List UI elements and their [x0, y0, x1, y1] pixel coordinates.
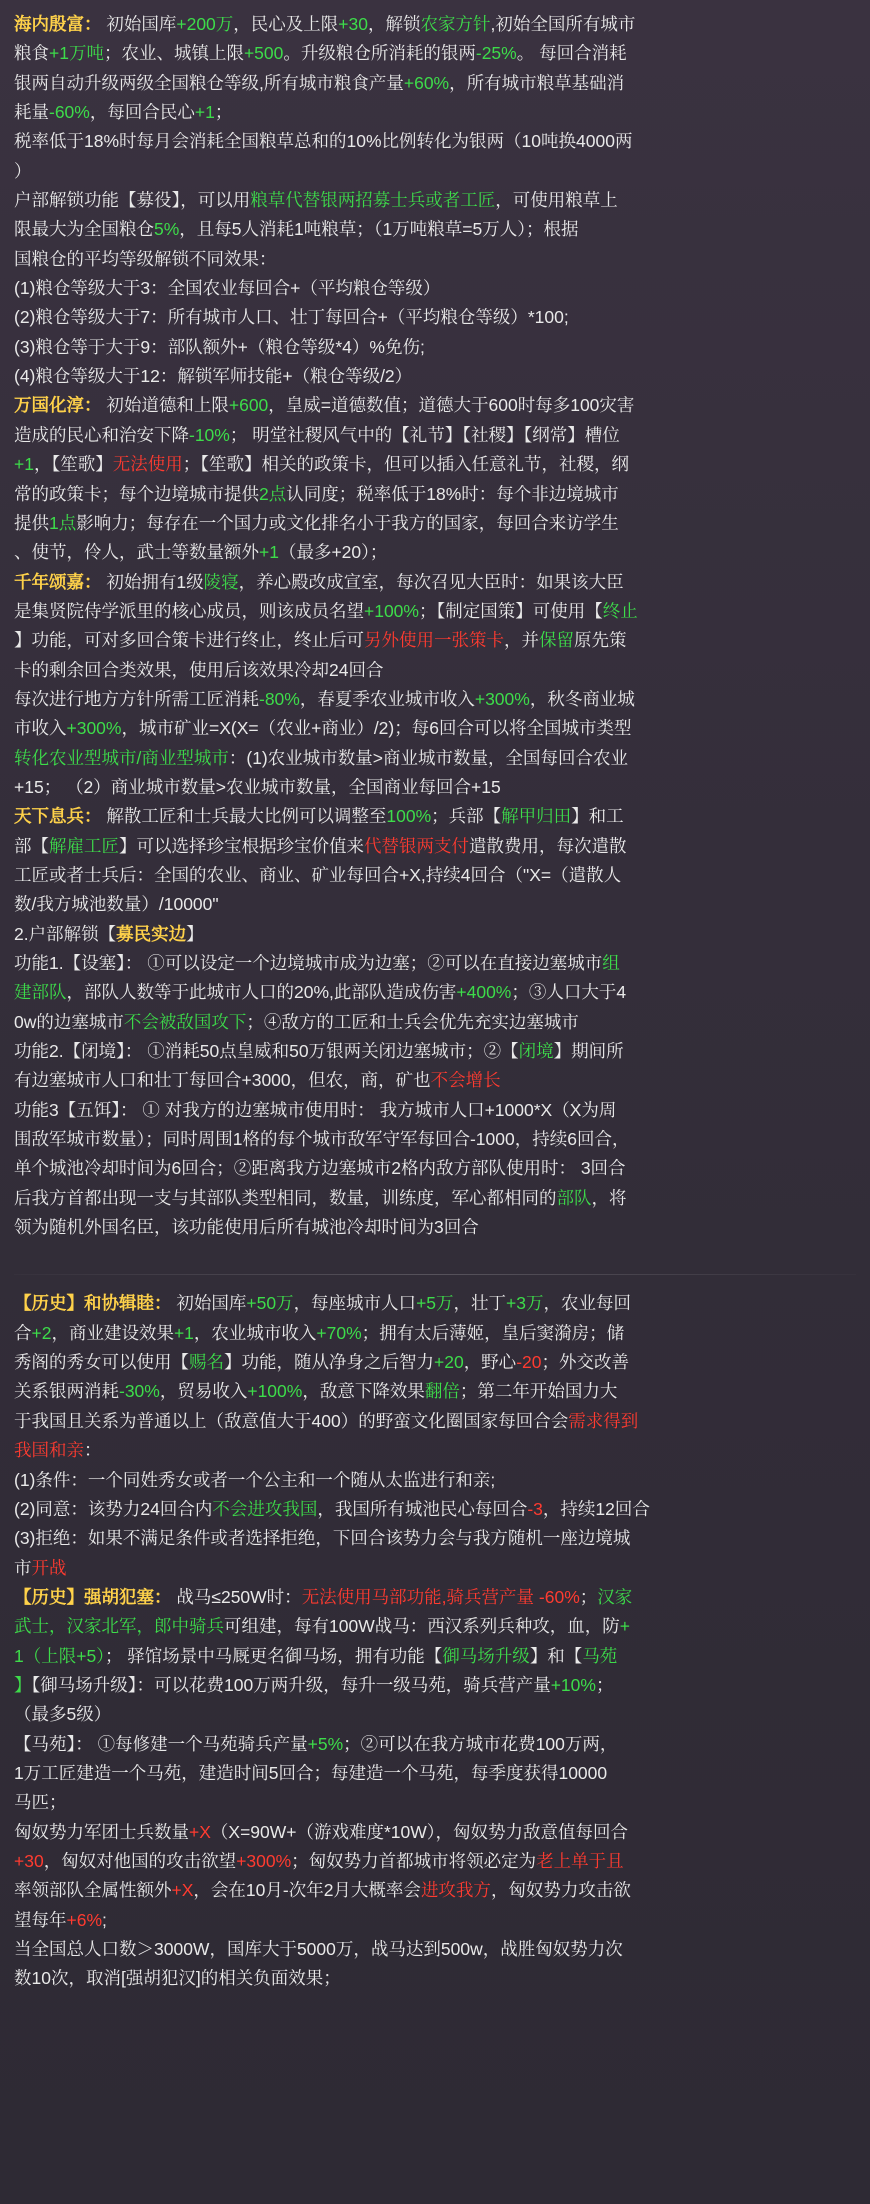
highlight-negative: 代替银两支付 — [364, 835, 469, 856]
body-text: ，会在10月-次年2月大概率会 — [193, 1880, 421, 1901]
body-text: 工匠或者士兵后：全国的农业、商业、矿业每回合+X,持续4回合（"X=（遣散人 — [14, 864, 622, 885]
paragraph-line — [14, 1319, 856, 1347]
paragraph-line — [14, 1407, 856, 1435]
body-text: 数/我方城池数量）/10000" — [14, 894, 219, 915]
paragraph-line — [14, 1583, 856, 1611]
highlight-negative: +6% — [66, 1909, 103, 1930]
highlight-positive: +300% — [66, 718, 122, 739]
body-text: 关系银两消耗 — [14, 1381, 119, 1402]
highlight-negative: +300% — [236, 1850, 292, 1871]
body-text: 当全国总人口数＞3000W，国库大于5000万，战马达到500w，战胜匈奴势力次 — [14, 1939, 623, 1959]
highlight-negative: 需求得到 — [568, 1410, 639, 1431]
paragraph-line — [14, 978, 856, 1006]
paragraph-line — [14, 949, 856, 977]
body-text: ； 驿馆场景中马厩更名御马场，拥有功能【 — [104, 1645, 443, 1666]
section-qianniansongjia — [14, 568, 856, 802]
body-text: 功能2.【闭境】： ①消耗50点皇威和50万银两关闭边塞城市；②【 — [14, 1041, 519, 1062]
body-text: ；农业、城镇上限 — [103, 43, 244, 64]
paragraph-line — [14, 1184, 856, 1212]
paragraph-line — [14, 773, 856, 801]
body-text: 望每年 — [14, 1909, 67, 1930]
body-text: 领为随机外国名臣，该功能使用后所有城池冷却时间为3回合 — [14, 1217, 479, 1238]
body-text: 是集贤院侍学派里的核心成员，则该成员名望 — [14, 600, 364, 621]
paragraph-line — [14, 1818, 856, 1846]
body-text: ； （2）商业城市数量>农业城市数量，全国商业每回合+15 — [43, 776, 501, 797]
paragraph-line — [14, 1788, 856, 1816]
highlight-positive: -80% — [259, 688, 300, 709]
highlight-positive: +100% — [364, 600, 419, 621]
highlight-positive: +300% — [474, 688, 530, 709]
body-text: 】和【 — [529, 1645, 583, 1666]
body-text: 】和工 — [571, 806, 624, 827]
body-text: ，皇威=道德数值；道德大于600时每多100灾害 — [268, 395, 635, 416]
highlight-negative: 进攻我方 — [420, 1880, 491, 1901]
paragraph-line — [14, 656, 856, 684]
highlight-positive: 不会进攻我国 — [212, 1498, 318, 1519]
body-text: 】 — [186, 923, 204, 944]
body-text: ；【笙歌】相关的政策卡，但可以插入任意礼节，社稷，纲 — [182, 454, 629, 475]
body-text: ，可使用粮草上 — [495, 190, 618, 211]
highlight-positive: 赐名 — [189, 1352, 224, 1373]
body-text: 马匹； — [14, 1792, 67, 1813]
highlight-positive: -10% — [189, 424, 230, 445]
body-text: 后我方首都出现一支与其部队类型相同，数量，训练度，军心都相同的 — [14, 1187, 557, 1208]
body-text: ；第二年开始国力大 — [459, 1381, 618, 1402]
paragraph-line — [14, 1554, 856, 1582]
body-text: 初始国库 — [101, 14, 177, 34]
body-text: 数10次，取消[强胡犯汉]的相关负面效果； — [14, 1968, 341, 1989]
body-text: 解散工匠和士兵最大比例可以调整至 — [101, 806, 387, 827]
paragraph-line — [14, 1671, 856, 1699]
body-text: 原先策 — [574, 630, 627, 651]
body-text: （最多+20）； — [278, 542, 388, 563]
body-text: ，匈奴势力攻击欲 — [490, 1880, 631, 1901]
body-text: 户部解锁功能【募役】，可以用 — [14, 190, 251, 211]
section-wanguohuachun — [14, 391, 856, 566]
paragraph-line — [14, 1524, 856, 1552]
highlight-positive: 陵寝 — [203, 571, 239, 592]
body-text: ，秋冬商业城 — [529, 688, 635, 709]
paragraph-line — [14, 1377, 856, 1405]
body-text: ，且每5人消耗1吨粮草；（1万吨粮草=5万人）；根据 — [179, 219, 579, 240]
highlight-positive: 建部队 — [14, 982, 67, 1003]
paragraph-line — [14, 1964, 856, 1992]
section-heading-text: 海内殷富： — [14, 14, 102, 34]
paragraph-line — [14, 98, 856, 126]
paragraph-line — [14, 127, 856, 155]
body-text: ，农业每回 — [543, 1293, 631, 1314]
body-text: 。升级粮仓所消耗的银两 — [283, 43, 476, 64]
paragraph-line — [14, 215, 856, 243]
body-text: +15 — [14, 776, 44, 797]
highlight-positive: 终止 — [602, 600, 638, 621]
highlight-positive: 100% — [386, 806, 432, 827]
paragraph-line — [14, 1730, 856, 1758]
paragraph-line — [14, 890, 856, 918]
paragraph-line — [14, 1759, 856, 1787]
highlight-positive: 武士，汉家北军，郎中骑兵 — [14, 1616, 224, 1637]
highlight-negative: -3 — [527, 1498, 543, 1519]
body-text: ，民心及上限 — [233, 14, 339, 34]
body-text: ，农业城市收入 — [193, 1322, 317, 1343]
paragraph-line — [14, 39, 856, 67]
paragraph-line — [14, 1096, 856, 1124]
body-text: 认同度；税率低于18%时：每个非边境城市 — [286, 483, 619, 504]
body-text: ，将 — [591, 1187, 627, 1208]
paragraph-line — [14, 1008, 856, 1036]
paragraph-line — [14, 186, 856, 214]
highlight-positive: 马苑 — [582, 1645, 618, 1666]
highlight-positive: 转化农业型城市/商业型城市 — [14, 747, 229, 768]
highlight-negative: 我国和亲 — [14, 1440, 84, 1461]
highlight-negative: 另外使用一张策卡 — [364, 630, 504, 651]
highlight-positive: +3万 — [506, 1293, 544, 1314]
highlight-positive: 组 — [602, 953, 620, 973]
paragraph-line — [14, 1906, 856, 1934]
paragraph-line — [14, 626, 856, 654]
highlight-positive: +20 — [434, 1352, 464, 1373]
body-text: 部【 — [14, 835, 49, 856]
body-text: ；④敌方的工匠和士兵会优先充实边塞城市 — [246, 1011, 579, 1032]
section-gap — [14, 1242, 856, 1256]
paragraph-line — [14, 1612, 856, 1640]
section-heading-text: 【历史】和协辑睦： — [14, 1293, 172, 1314]
highlight-negative: 开战 — [31, 1557, 67, 1578]
body-text: 有边塞城市人口和壮丁每回合+3000 — [14, 1070, 291, 1091]
body-text: (2)同意：该势力24回合内 — [14, 1498, 213, 1519]
body-text: 单个城池冷却时间为6回合；②距离我方边塞城市2格内敌方部队使用时： 3回合 — [14, 1158, 626, 1179]
body-text: ；外交改善 — [541, 1352, 629, 1373]
body-text: ，养心殿改成宣室，每次召见大臣时：如果该大臣 — [238, 571, 624, 592]
body-text: 合 — [14, 1322, 32, 1343]
body-text: （X=90W+（游戏难度*10W），匈奴势力敌意值每回合 — [210, 1821, 629, 1842]
highlight-positive: +5万 — [416, 1293, 454, 1314]
highlight-positive: +200万 — [176, 14, 234, 34]
body-text: 耗量 — [14, 102, 49, 123]
highlight-positive: 御马场升级 — [442, 1645, 530, 1666]
paragraph-line — [14, 568, 856, 596]
body-text: ，野心 — [463, 1352, 517, 1373]
body-text: 率领部队全属性额外 — [14, 1880, 172, 1901]
body-text: ，贸易收入 — [159, 1381, 248, 1402]
body-text: ： — [84, 1440, 102, 1461]
body-text: ，部队人数等于此城市人口的20%,此部队造成伤害 — [66, 982, 457, 1003]
body-text: （最多5级） — [14, 1704, 112, 1725]
paragraph-line — [14, 861, 856, 889]
body-text: ； — [579, 1586, 598, 1607]
paragraph-line — [14, 274, 856, 302]
paragraph-line — [14, 333, 856, 361]
highlight-positive: +400% — [456, 982, 512, 1003]
paragraph-line — [14, 509, 856, 537]
highlight-negative: 无法使用 — [112, 454, 183, 475]
paragraph-line — [14, 1642, 856, 1670]
highlight-positive: 农家方针 — [420, 14, 491, 34]
highlight-positive: +1 — [173, 1322, 194, 1343]
paragraph-line — [14, 1154, 856, 1182]
section-divider — [14, 1274, 856, 1275]
highlight-positive: 翻倍 — [424, 1381, 460, 1402]
body-text: ；③人口大于4 — [511, 982, 627, 1003]
highlight-positive: 不会被敌国攻下 — [123, 1011, 247, 1032]
body-text: 常的政策卡；每个边境城市提供 — [14, 483, 259, 504]
body-text: ，每回合民心 — [89, 102, 195, 123]
paragraph-line — [14, 421, 856, 449]
highlight-positive: -30% — [119, 1381, 160, 1402]
body-text: 造成的民心和治安下降 — [14, 424, 189, 445]
body-text: 提供 — [14, 512, 49, 533]
paragraph-line — [14, 69, 856, 97]
section-heading-text: 万国化淳： — [14, 395, 102, 416]
paragraph-line — [14, 802, 856, 830]
body-text: (3)粮仓等于大于9：部队额外+（粮仓等级*4）%免伤; — [14, 336, 425, 357]
body-text: ； — [214, 102, 233, 123]
paragraph-line — [14, 1935, 856, 1963]
body-text: ，并 — [504, 630, 539, 651]
highlight-positive: +5% — [307, 1733, 344, 1754]
highlight-negative: +30 — [14, 1850, 44, 1871]
body-text: ，所有城市粮草基础消 — [449, 72, 625, 93]
highlight-positive: -25% — [475, 43, 517, 64]
body-text: 税率低于18%时每月会消耗全国粮草总和的10%比例转化为银两（10吨换4000两 — [14, 131, 633, 152]
paragraph-line — [14, 362, 856, 390]
body-text: 于我国且关系为普通以上（敌意值大于400）的野蛮文化圈国家每回合会 — [14, 1410, 569, 1431]
highlight-positive: +600 — [228, 395, 269, 416]
highlight-positive: +1 — [14, 454, 34, 475]
body-text: 限最大为全国粮仓 — [14, 219, 154, 240]
body-text: 粮食 — [14, 43, 49, 64]
section-tianxiximing — [14, 802, 856, 1241]
highlight-positive: +50万 — [246, 1293, 294, 1314]
body-text: 秀阁的秀女可以使用【 — [14, 1352, 189, 1373]
body-text: (2)粮仓等级大于7：所有城市人口、壮丁每回合+（平均粮仓等级）*100; — [14, 307, 569, 328]
paragraph-line — [14, 1436, 856, 1464]
highlight-positive: 闭境 — [518, 1041, 554, 1062]
body-text: 】期间所 — [553, 1041, 624, 1062]
body-text: ；兵部【 — [431, 806, 502, 827]
body-text: 功能1.【设塞】： ①可以设定一个边境城市成为边塞；②可以在直接边塞城市 — [14, 953, 603, 973]
highlight-positive: 5% — [154, 219, 180, 240]
highlight-positive: 1点 — [49, 512, 77, 533]
body-text: ; — [102, 1909, 107, 1930]
body-text: ，但农，商，矿也 — [290, 1070, 431, 1091]
body-text: 功能3【五饵】： ① 对我方的边塞城市使用时： 我方城市人口+1000*X（X为周 — [14, 1099, 617, 1120]
section-heading-text: 天下息兵： — [14, 806, 102, 827]
body-text: 【马苑】： ①每修建一个马苑骑兵产量 — [14, 1733, 308, 1754]
paragraph-line — [14, 391, 856, 419]
body-text: (1)条件：一个同姓秀女或者一个公主和一个随从太监进行和亲; — [14, 1469, 496, 1490]
body-text: 】功能，随从净身之后智力 — [224, 1352, 434, 1373]
paragraph-line — [14, 10, 856, 38]
body-text: 1万工匠建造一个马苑，建造时间5回合；每建造一个马苑，每季度获得10000 — [14, 1762, 608, 1783]
highlight-positive: 解甲归田 — [501, 806, 572, 827]
body-text: ，每座城市人口 — [293, 1293, 417, 1314]
highlight-positive: +60% — [403, 72, 450, 93]
body-text: ；拥有太后薄姬，皇后窦漪房；储 — [361, 1322, 625, 1343]
paragraph-line — [14, 714, 856, 742]
body-text: 初始国库 — [171, 1293, 247, 1314]
body-text: 】功能，可对多回合策卡进行终止，终止后可 — [14, 630, 364, 651]
body-text: ，城市矿业=X(X=（农业+商业）/2)；每6回合可以将全国城市类型 — [121, 718, 632, 739]
highlight-negative: 不会增长 — [430, 1070, 501, 1091]
body-text: (1)粮仓等级大于3：全国农业每回合+（平均粮仓等级） — [14, 278, 441, 299]
highlight-negative: 无法使用马部功能,骑兵营产量 -60% — [301, 1586, 580, 1607]
highlight-positive: 粮草代替银两招募士兵或者工匠 — [250, 190, 496, 211]
body-text: ：(1)农业城市数量>商业城市数量，全国每回合农业 — [228, 747, 628, 768]
highlight-positive: + — [619, 1616, 630, 1637]
body-text: 卡的剩余回合类效果，使用后该效果冷却24回合 — [14, 659, 384, 680]
highlight-positive: +1 — [259, 542, 279, 563]
body-text: 。 每回合消耗 — [516, 43, 627, 64]
paragraph-line — [14, 1348, 856, 1376]
content-root — [14, 10, 856, 1993]
body-text: 每次进行地方方针所需工匠消耗 — [14, 688, 259, 709]
section-lishi-hexiejimu — [14, 1289, 856, 1992]
body-text: 影响力；每存在一个国力或文化排名小于我方的国家，每回合来访学生 — [76, 512, 619, 533]
paragraph-line — [14, 1847, 856, 1875]
highlight-negative: +X — [171, 1880, 194, 1901]
highlight-positive: 】 — [14, 1674, 32, 1695]
highlight-negative: 老上单于且 — [536, 1850, 624, 1871]
highlight-positive: -60% — [49, 102, 90, 123]
highlight-positive: +1万吨 — [49, 43, 104, 64]
body-text: ，持续12回合 — [542, 1498, 650, 1519]
paragraph-line — [14, 744, 856, 772]
body-text: 、使节，伶人，武士等数量额外 — [14, 542, 259, 563]
body-text: ，匈奴对他国的攻击欲望 — [43, 1850, 237, 1871]
body-text: ，我国所有城池民心每回合 — [317, 1498, 528, 1519]
section-heading-text: 千年颂嘉： — [14, 571, 102, 592]
paragraph-line — [14, 157, 856, 185]
paragraph-line — [14, 1125, 856, 1153]
highlight-positive: +30 — [338, 14, 368, 34]
body-text: 初始拥有1级 — [101, 571, 204, 592]
paragraph-line — [14, 1037, 856, 1065]
body-text: ；【制定国策】可使用【 — [418, 600, 603, 621]
body-text: 市收入 — [14, 718, 67, 739]
body-text: ，敌意下降效果 — [302, 1381, 425, 1402]
highlight-positive: 汉家 — [597, 1586, 633, 1607]
body-text: ） — [14, 160, 32, 181]
paragraph-line — [14, 1289, 856, 1317]
body-text: 国粮仓的平均等级解锁不同效果： — [14, 248, 277, 269]
body-text: 【御马场升级】：可以花费100万两升级，每升一级马苑，骑兵营产量 — [31, 1674, 551, 1695]
body-text: 围敌军城市数量）；同时周围1格的每个城市敌军守军每回合-1000，持续6回合， — [14, 1129, 630, 1150]
highlight-positive: +10% — [550, 1674, 596, 1695]
paragraph-line — [14, 597, 856, 625]
paragraph-line — [14, 480, 856, 508]
body-text: 市 — [14, 1557, 32, 1578]
paragraph-line — [14, 303, 856, 331]
body-text: 匈奴势力军团士兵数量 — [14, 1821, 189, 1842]
highlight-positive: +2 — [31, 1322, 52, 1343]
body-text: ，春夏季农业城市收入 — [299, 688, 475, 709]
highlight-positive: 部队 — [556, 1187, 592, 1208]
body-text: 银两自动升级两级全国粮仓等级,所有城市粮食产量 — [14, 72, 404, 93]
paragraph-line — [14, 1466, 856, 1494]
body-text: (4)粮仓等级大于12：解锁军师技能+（粮仓等级/2） — [14, 366, 413, 387]
body-text: ，【笙歌】 — [33, 454, 113, 475]
paragraph-line — [14, 685, 856, 713]
body-text: 遣散费用，每次遣散 — [469, 835, 627, 856]
body-text: ，商业建设效果 — [51, 1322, 174, 1343]
paragraph-line — [14, 1213, 856, 1241]
body-text: (3)拒绝：如果不满足条件或者选择拒绝，下回合该势力会与我方随机一座边境城 — [14, 1528, 631, 1549]
paragraph-line — [14, 1495, 856, 1523]
section-heading-text: 募民实边 — [116, 923, 187, 944]
highlight-positive: +70% — [316, 1322, 362, 1343]
body-text: 0w的边塞城市 — [14, 1011, 124, 1032]
paragraph-line — [14, 450, 856, 478]
paragraph-line — [14, 1876, 856, 1904]
body-text: ；匈奴势力首都城市将领必定为 — [291, 1850, 537, 1871]
highlight-negative: -20 — [516, 1352, 542, 1373]
body-text: ； 明堂社稷风气中的【礼节】【社稷】【纲常】槽位 — [229, 424, 620, 445]
body-text: ，解锁 — [367, 14, 421, 34]
highlight-positive: 解雇工匠 — [49, 835, 119, 856]
paragraph-line — [14, 245, 856, 273]
paragraph-line — [14, 1700, 856, 1728]
highlight-positive: +100% — [247, 1381, 303, 1402]
highlight-negative: +X — [189, 1821, 211, 1842]
paragraph-line — [14, 538, 856, 566]
paragraph-line — [14, 832, 856, 860]
highlight-positive: 保留 — [539, 630, 574, 651]
body-text: 可组建，每有100W战马：西汉系列兵种攻，血，防 — [224, 1616, 620, 1637]
body-text: ； — [595, 1674, 614, 1695]
section-heading-text: 【历史】强胡犯塞： — [14, 1586, 172, 1607]
body-text: ,初始全国所有城市 — [490, 14, 636, 34]
highlight-positive: +500 — [243, 43, 284, 64]
body-text: ，壮丁 — [453, 1293, 507, 1314]
body-text: ；②可以在我方城市花费100万两， — [343, 1733, 618, 1754]
body-text: 】可以选择珍宝根据珍宝价值来 — [119, 835, 364, 856]
highlight-positive: 1（上限+5） — [14, 1645, 105, 1666]
body-text: 战马≤250W时： — [171, 1586, 302, 1607]
body-text: 初始道德和上限 — [101, 395, 229, 416]
paragraph-line — [14, 1066, 856, 1094]
paragraph-line — [14, 920, 856, 948]
section-haineidiansheng — [14, 10, 856, 390]
body-text: 2.户部解锁【 — [14, 923, 117, 944]
highlight-positive: +1 — [194, 102, 215, 123]
highlight-positive: 2点 — [259, 483, 287, 504]
